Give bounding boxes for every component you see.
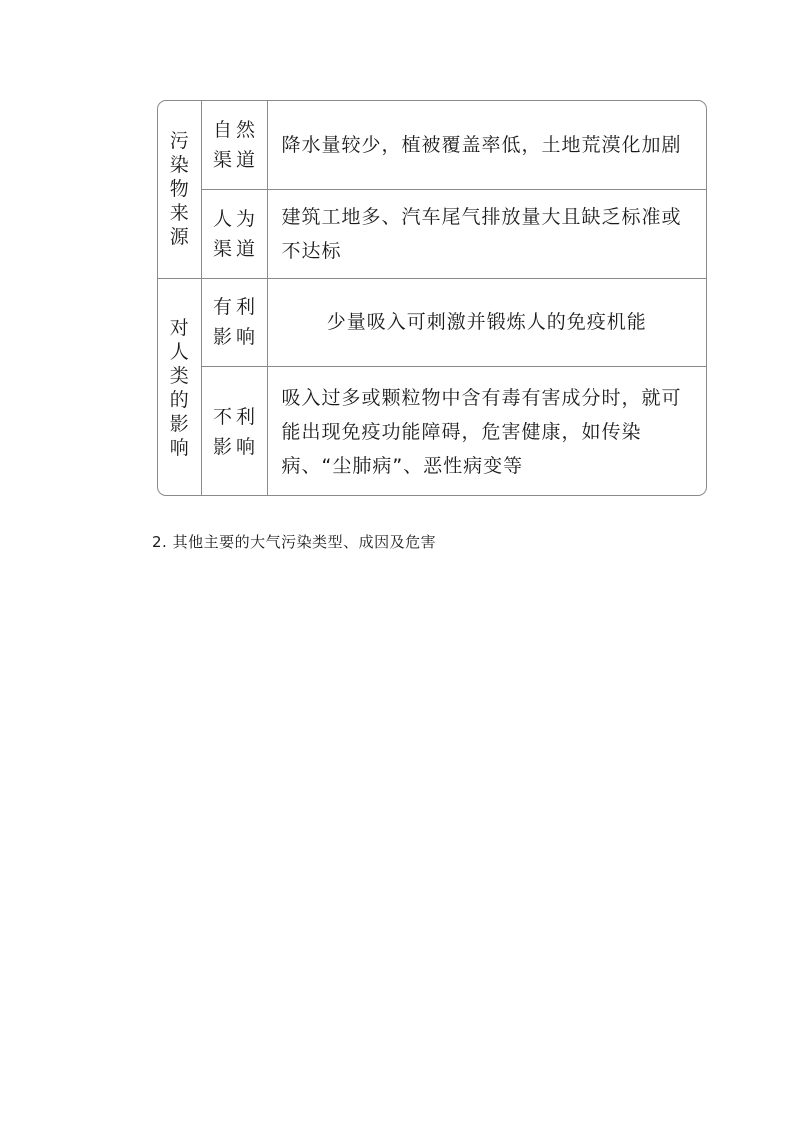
category-pollutant-source: 污 染 物 来 源: [158, 101, 201, 278]
table-row: [158, 366, 706, 496]
subcategory-beneficial: 有利 影响: [201, 278, 267, 366]
subcategory-natural: 自然 渠道: [201, 101, 267, 189]
subcategory-human: 人为 渠道: [201, 189, 267, 278]
section-heading: 2. 其他主要的大气污染类型、成因及危害: [152, 533, 437, 551]
content-natural: 降水量较少，植被覆盖率低，土地荒漠化加剧: [267, 101, 706, 189]
subcategory-harmful: 不利 影响: [201, 366, 267, 496]
table-row: [158, 189, 706, 278]
table-row: [158, 101, 706, 189]
table-row: [158, 278, 706, 366]
category-human-impact: 对 人 类 的 影 响: [158, 278, 201, 496]
content-beneficial: 少量吸入可刺激并锻炼人的免疫机能: [267, 278, 706, 366]
pollution-table-grid: [158, 101, 706, 496]
content-human: 建筑工地多、汽车尾气排放量大且缺乏标准或不达标: [267, 189, 706, 278]
content-harmful: 吸入过多或颗粒物中含有毒有害成分时，就可能出现免疫功能障碍，危害健康，如传染病、“尘肺病”、恶性病变等: [267, 366, 706, 496]
pollution-table: [157, 100, 707, 496]
